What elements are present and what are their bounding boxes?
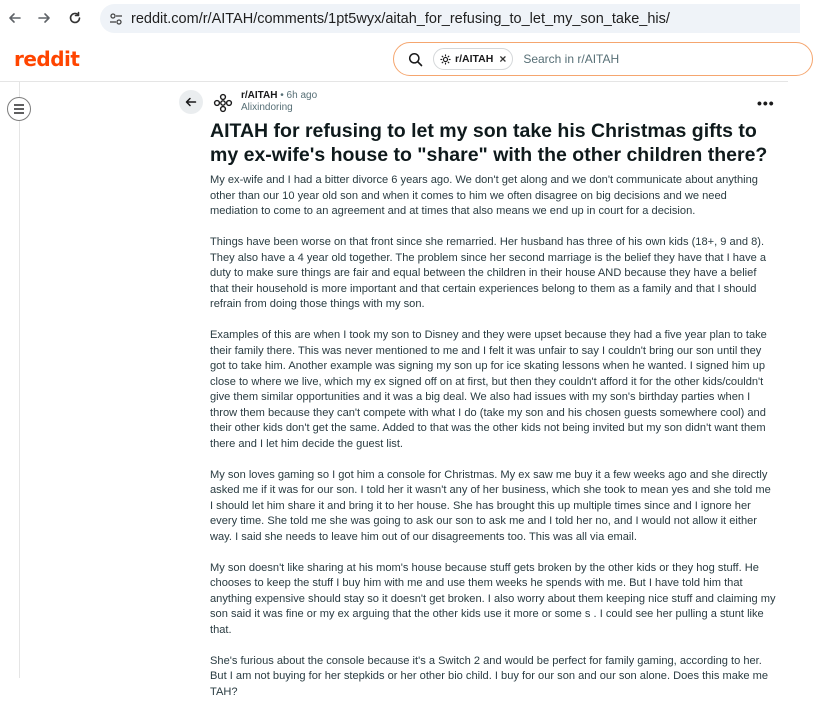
chip-label: r/AITAH (455, 53, 494, 65)
forward-arrow-icon[interactable] (35, 9, 53, 27)
site-header (0, 38, 788, 82)
post-time: • 6h ago (280, 90, 318, 101)
reload-icon[interactable] (66, 9, 84, 27)
subreddit-avatar[interactable] (212, 92, 234, 114)
hamburger-icon (13, 104, 25, 114)
url-text: reddit.com/r/AITAH/comments/1pt5wyx/aitah_for_refusing_to_let_my_son_take_his/ (131, 10, 670, 27)
more-options-icon[interactable]: ••• (757, 95, 775, 111)
search-bar[interactable] (393, 42, 813, 76)
site-settings-icon[interactable] (109, 12, 123, 26)
post-meta (241, 90, 317, 114)
chip-close-icon[interactable]: × (499, 52, 507, 66)
post-title: AITAH for refusing to let my son take his Christmas gifts to my ex-wife's house to "share" with the other children there? (210, 120, 768, 166)
post-paragraph: Examples of this are when I took my son to Disney and they were upset because they had a five year plan to take their family there. This was never mentioned to me and I felt it was unfair to say I couldn't bring our son until they got to take him. Another example was signing my son up for ice skating lessons when he wanted. I signed him up close to where we live, which my ex signed off on at first, but then they couldn't afford it for the other kids/couldn't give them similar opportunities and it was a big deal. We also had issues with my son's birthday parties when I throw them because they can't compete with what I do (take my son and his chosen guests somewhere cool) and their other kids don't get the same. Added to that was the other kids not being invited but my son didn't want them there and I let him decide the guest list. (210, 329, 767, 450)
subreddit-link[interactable]: r/AITAH (241, 90, 278, 101)
back-arrow-icon[interactable] (6, 9, 24, 27)
subreddit-logo-icon (212, 92, 234, 114)
subreddit-filter-chip[interactable] (433, 48, 513, 70)
subreddit-icon (440, 54, 451, 65)
post-paragraph: My son doesn't like sharing at his mom's house because stuff gets broken by the other kids or they hog stuff. He chooses to keep the stuff I buy him with me and use them weeks he spends with me. But I have told him that anything expensive should stay so it doesn't get broken. I also worry about them keeping nice stuff and claiming my son said it was fine or my ex arguing that the other kids use it more or some s . I could see her pulling a stunt like that. (210, 561, 776, 636)
post-back-button[interactable] (179, 90, 203, 114)
search-icon (408, 51, 424, 67)
post-paragraph: She's furious about the console because it's a Switch 2 and would be perfect for family gaming, according to her. But I am not buying for her stepkids or her other bio child. I buy for our son and our son alone. Does this make me TAH? (210, 654, 769, 698)
menu-toggle-button[interactable] (7, 97, 31, 121)
search-input[interactable]: Search in r/AITAH (523, 52, 620, 66)
reddit-logo[interactable]: reddit (14, 47, 80, 71)
address-bar[interactable] (100, 4, 800, 33)
browser-toolbar (0, 0, 788, 38)
left-sidebar-rail (0, 82, 20, 678)
author-link[interactable]: Alixindoring (241, 102, 293, 113)
post-paragraph: Things have been worse on that front since she remarried. Her husband has three of his own kids (18+, 9 and 8). They also have a 4 year old together. The problem since her second marriage is the belief they have that I have a duty to make sure things are fair and equal between the children in their house AND because they have a belief that their household is more important and that certain experiences belong to them as a family and that I should refrain from doing those things with my son. (210, 236, 767, 310)
back-arrow-icon (185, 96, 197, 108)
post-paragraph: My ex-wife and I had a bitter divorce 6 years ago. We don't get along and we don't communicate about anything other than our 10 year old son and when it comes to him we often disagree on big decisions and we need mediation to come to an agreement and at times that also means we end up in court for a decision. (210, 174, 758, 217)
post-body (210, 173, 776, 716)
post-paragraph: My son loves gaming so I got him a console for Christmas. My ex saw me buy it a few weeks ago and she directly asked me if it was for our son. I told her it wasn't any of her business, which she took to mean yes and she told me I should let him share it and bring it to her house. She has brought this up multiple times since and I ignore her every time. She told me she was going to ask our son to ask me and I told her no, and I would not allow it either way. I said she needs to leave him out of our disagreements too. This was all via email. (210, 468, 771, 543)
